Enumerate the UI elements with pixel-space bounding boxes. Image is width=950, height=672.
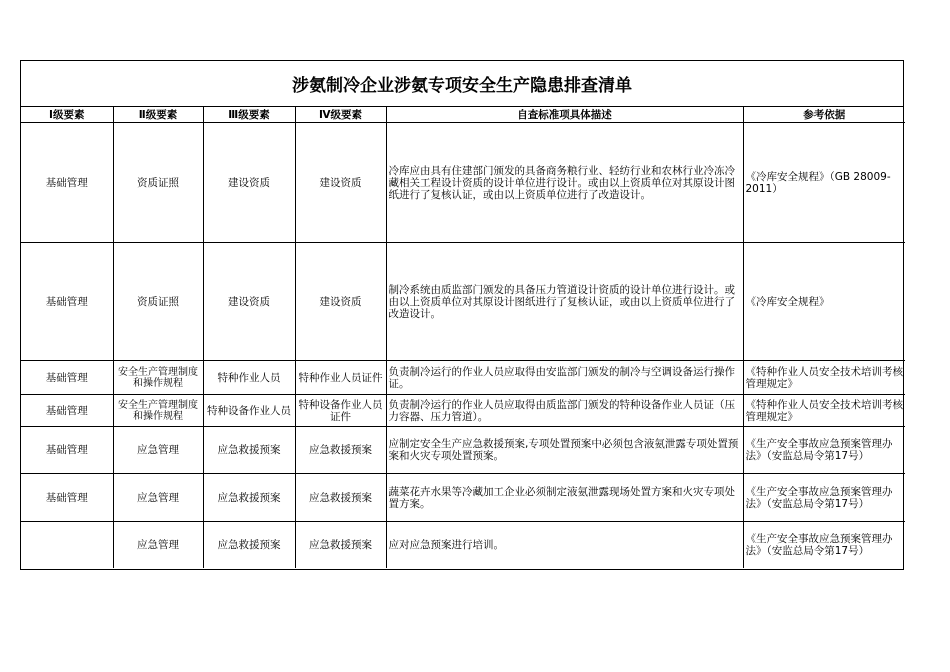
table-row xyxy=(21,243,905,361)
cell-level3: 特种作业人员 xyxy=(203,361,295,395)
cell-reference: 《特种作业人员安全技术培训考核管理规定》 xyxy=(743,361,905,395)
cell-reference: 《生产安全事故应急预案管理办法》（安监总局令第17号） xyxy=(743,522,905,568)
cell-description: 蔬菜花卉水果等冷藏加工企业必须制定液氨泄露现场处置方案和火灾专项处置方案。 xyxy=(386,474,743,522)
cell-description: 制冷系统由质监部门颁发的具备压力管道设计资质的设计单位进行设计。或由以上资质单位对其原设计图纸进行了复核认证，或由以上资质单位进行了改造设计。 xyxy=(386,243,743,361)
cell-reference: 《冷库安全规程》 xyxy=(743,243,905,361)
cell-level4: 建设资质 xyxy=(295,123,386,243)
header-description: 自查标准项具体描述 xyxy=(386,107,743,123)
cell-level1: 基础管理 xyxy=(21,243,113,361)
cell-level4: 应急救援预案 xyxy=(295,427,386,474)
cell-level1: 基础管理 xyxy=(21,123,113,243)
table-row xyxy=(21,522,905,568)
cell-level1: 基础管理 xyxy=(21,395,113,427)
cell-level3: 建设资质 xyxy=(203,123,295,243)
header-level2: Ⅱ级要素 xyxy=(113,107,203,123)
checklist-sheet xyxy=(20,60,904,570)
cell-description: 应制定安全生产应急救援预案,专项处置预案中必须包含液氨泄露专项处置预案和火灾专项处置预案。 xyxy=(386,427,743,474)
cell-level3: 应急救援预案 xyxy=(203,474,295,522)
cell-level3: 应急救援预案 xyxy=(203,522,295,568)
header-level1: Ⅰ级要素 xyxy=(21,107,113,123)
cell-level4: 建设资质 xyxy=(295,243,386,361)
cell-level2: 应急管理 xyxy=(113,474,203,522)
table-row xyxy=(21,395,905,427)
cell-level2: 应急管理 xyxy=(113,522,203,568)
table-row xyxy=(21,427,905,474)
sheet-title: 涉氨制冷企业涉氨专项安全生产隐患排查清单 xyxy=(21,61,903,107)
cell-description: 负责制冷运行的作业人员应取得由安监部门颁发的制冷与空调设备运行操作证。 xyxy=(386,361,743,395)
checklist-table xyxy=(21,107,905,568)
cell-level3: 建设资质 xyxy=(203,243,295,361)
cell-level1 xyxy=(21,522,113,568)
cell-level4: 特种设备作业人员证件 xyxy=(295,395,386,427)
cell-level4: 应急救援预案 xyxy=(295,522,386,568)
cell-reference: 《生产安全事故应急预案管理办法》（安监总局令第17号） xyxy=(743,427,905,474)
cell-description: 负责制冷运行的作业人员应取得由质监部门颁发的特种设备作业人员证（压力容器、压力管道）。 xyxy=(386,395,743,427)
table-row xyxy=(21,123,905,243)
table-row xyxy=(21,361,905,395)
cell-level4: 特种作业人员证件 xyxy=(295,361,386,395)
header-level4: Ⅳ级要素 xyxy=(295,107,386,123)
cell-reference: 《特种作业人员安全技术培训考核管理规定》 xyxy=(743,395,905,427)
cell-level3: 应急救援预案 xyxy=(203,427,295,474)
cell-reference: 《冷库安全规程》（GB 28009-2011） xyxy=(743,123,905,243)
cell-level3: 特种设备作业人员 xyxy=(203,395,295,427)
cell-level1: 基础管理 xyxy=(21,474,113,522)
header-row xyxy=(21,107,905,123)
table-row xyxy=(21,474,905,522)
cell-level4: 应急救援预案 xyxy=(295,474,386,522)
cell-level2: 资质证照 xyxy=(113,243,203,361)
cell-reference: 《生产安全事故应急预案管理办法》（安监总局令第17号） xyxy=(743,474,905,522)
cell-level2: 应急管理 xyxy=(113,427,203,474)
cell-level1: 基础管理 xyxy=(21,427,113,474)
cell-level2: 安全生产管理制度和操作规程 xyxy=(113,361,203,395)
cell-description: 冷库应由具有住建部门颁发的具备商务粮行业、轻纺行业和农林行业冷冻冷藏相关工程设计资质的设计单位进行设计。或由以上资质单位对其原设计图纸进行了复核认证，或由以上资质单位进行了改造设计。 xyxy=(386,123,743,243)
cell-level2: 安全生产管理制度和操作规程 xyxy=(113,395,203,427)
cell-level1: 基础管理 xyxy=(21,361,113,395)
cell-description: 应对应急预案进行培训。 xyxy=(386,522,743,568)
header-reference: 参考依据 xyxy=(743,107,905,123)
header-level3: Ⅲ级要素 xyxy=(203,107,295,123)
cell-level2: 资质证照 xyxy=(113,123,203,243)
